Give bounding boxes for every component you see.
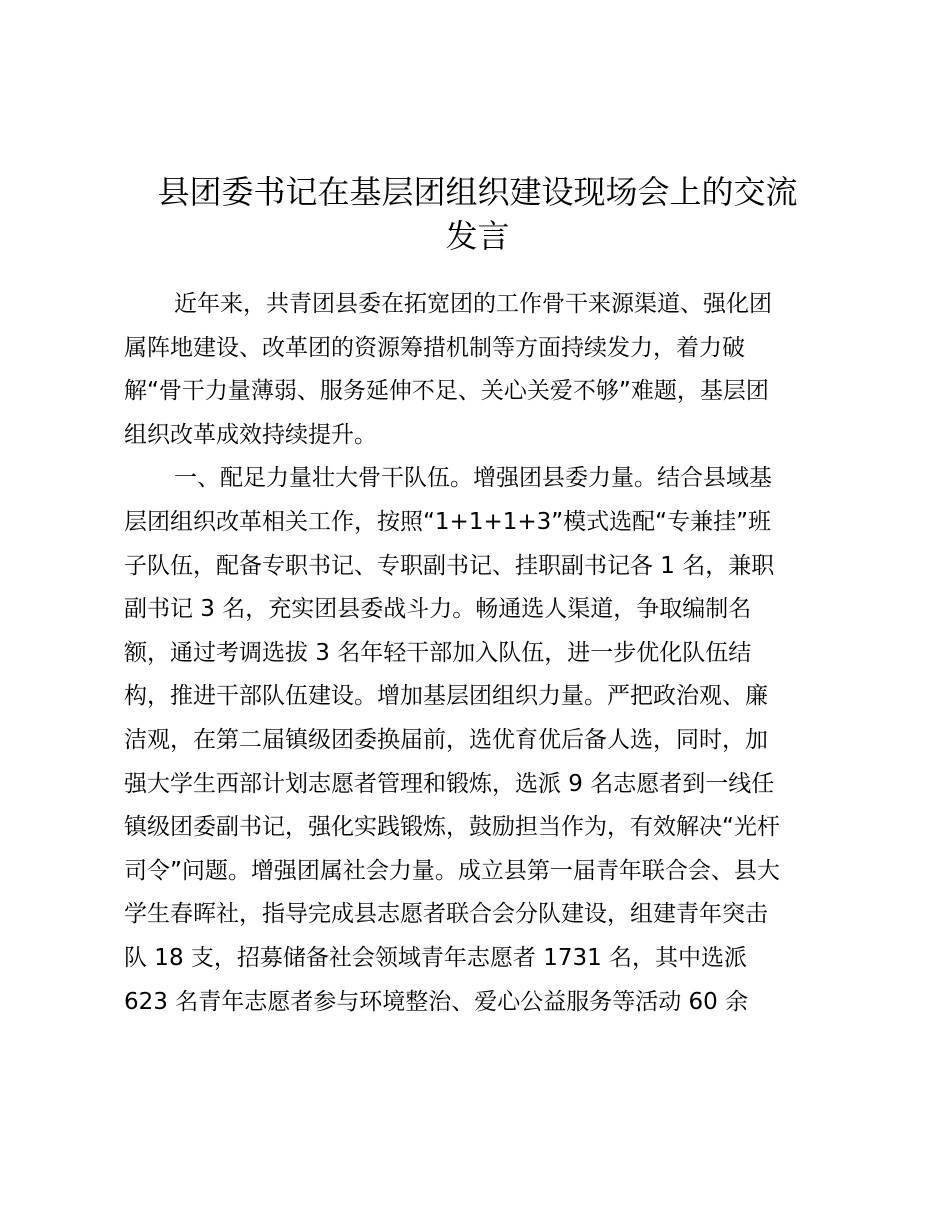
text-line: 镇级团委副书记，强化实践锻炼，鼓励担当作为，有效解决“光杆: [124, 814, 780, 841]
text-line: 组织改革成效持续提升。: [124, 421, 377, 448]
text-line: 层团组织改革相关工作，按照“1+1+1+3”模式选配“专兼挂”班: [124, 508, 772, 535]
title-line-1: 县团委书记在基层团组织建设现场会上的交流: [157, 173, 798, 211]
text-line: 副书记 3 名，充实团县委战斗力。畅通选人渠道，争取编制名: [124, 596, 752, 623]
text-line: 构，推进干部队伍建设。增加基层团组织力量。严把政治观、廉: [124, 683, 768, 710]
paragraph-intro: [124, 283, 844, 457]
text-line: 学生春晖社，指导完成县志愿者联合会分队建设，组建青年突击: [124, 901, 768, 928]
text-line: 一、配足力量壮大骨干队伍。增强团县委力量。结合县域基: [174, 465, 772, 492]
paragraph-section-1: [124, 457, 844, 1024]
text-line: 额，通过考调选拔 3 名年轻干部加入队伍，进一步优化队伍结: [124, 639, 752, 666]
text-line: 子队伍，配备专职书记、专职副书记、挂职副书记各 1 名，兼职: [124, 552, 775, 579]
document-title: [120, 170, 835, 258]
title-line-2: 发言: [445, 217, 510, 255]
text-line: 近年来，共青团县委在拓宽团的工作骨干来源渠道、强化团: [174, 291, 772, 317]
text-line: 623 名青年志愿者参与环境整治、爱心公益服务等活动 60 余: [124, 988, 749, 1015]
text-line: 解“骨干力量薄弱、服务延伸不足、关心关爱不够”难题，基层团: [124, 378, 769, 405]
text-line: 司令”问题。增强团属社会力量。成立县第一届青年联合会、县大: [124, 857, 780, 884]
text-line: 队 18 支，招募储备社会领域青年志愿者 1731 名，其中选派: [124, 944, 748, 971]
text-line: 属阵地建设、改革团的资源筹措机制等方面持续发力，着力破: [124, 334, 745, 361]
text-line: 洁观，在第二届镇级团委换届前，选优育优后备人选，同时，加: [124, 726, 768, 753]
document-body: [124, 283, 844, 1024]
text-line: 强大学生西部计划志愿者管理和锻炼，选派 9 名志愿者到一线任: [124, 770, 775, 797]
